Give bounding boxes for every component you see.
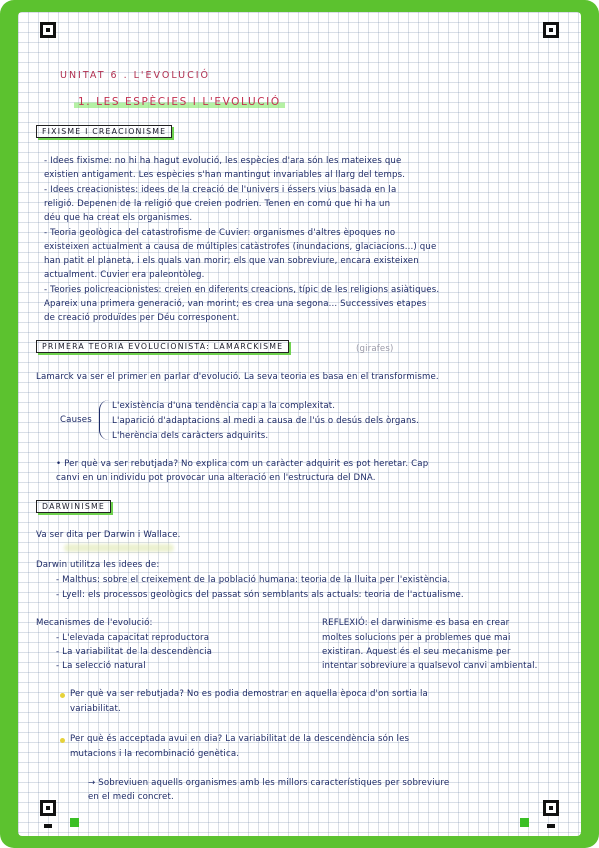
cause-item: L'aparició d'adaptacions al medi a causa de l'ús o desús dels òrgans. — [112, 416, 420, 426]
lamarck-rejected-line: canvi en un individu pot provocar una alteració en l'estructura del DNA. — [56, 473, 376, 483]
corner-marker-top-right — [543, 22, 559, 38]
survival-line: en el medi concret. — [88, 792, 174, 802]
fixisme-line: han patit el planeta, i els quals van morir; els que van sobreviure, encara existeixen — [44, 256, 419, 266]
darwin-rejected-line: Per què va ser rebutjada? No es podia demostrar en aquella època d'on sortia la — [70, 689, 428, 699]
yellow-bullet — [60, 738, 65, 743]
cause-item: L'existència d'una tendència cap a la complexitat. — [112, 401, 336, 411]
unit-title: UNITAT 6 . L'EVOLUCIÓ — [60, 70, 211, 81]
lamarck-header: PRIMERA TEORIA EVOLUCIONISTA: LAMARCKISME — [36, 340, 289, 353]
darwin-accepted-line: Per què és acceptada avui en dia? La variabilitat de la descendència són les — [70, 734, 410, 744]
fixisme-line: - Teories policreacionistes: creien en diferents creacions, típic de les religions asiàtiques. — [44, 285, 440, 295]
darwin-uses: Darwin utilitza les idees de: — [36, 560, 160, 570]
fixisme-line: existien antigament. Les espècies s'han mantingut invariables al llarg del temps. — [44, 170, 406, 180]
reflection-line: REFLEXIÓ: el darwinisme es basa en crear — [322, 618, 510, 628]
bottom-right-tick — [547, 824, 555, 828]
cause-item: L'herència dels caràcters adquirits. — [112, 431, 269, 441]
green-square-right — [520, 818, 529, 827]
fixisme-line: - Teoria geològica del catastrofisme de Cuvier: organismes d'altres èpoques no — [44, 228, 396, 238]
mechanism-item: - L'elevada capacitat reproductora — [56, 633, 210, 643]
darwin-accepted-line: mutacions i la recombinació genètica. — [70, 749, 240, 759]
green-square-left — [70, 818, 79, 827]
survival-line: → Sobreviuen aquells organismes amb les millors característiques per sobreviure — [88, 778, 450, 788]
lamarck-rejected-line: • Per què va ser rebutjada? No explica com un caràcter adquirit es pot heretar. Cap — [56, 459, 429, 469]
fixisme-line: Apareix una primera generació, van morint; es crea una segona... Successives etapes — [44, 299, 427, 309]
corner-marker-bottom-right — [543, 800, 559, 816]
fixisme-line: - Idees fixisme: no hi ha hagut evolució, les espècies d'ara són les mateixes que — [44, 156, 402, 166]
blurred-highlight — [64, 544, 174, 552]
lamarck-note: (girafes) — [356, 344, 394, 354]
mechanism-item: - La variabilitat de la descendència — [56, 647, 213, 657]
section-heading: 1. LES ESPÈCIES I L'EVOLUCIÓ — [74, 96, 285, 108]
fixisme-line: déu que ha creat els organismes. — [44, 213, 193, 223]
mechanisms-label: Mecanismes de l'evolució: — [36, 618, 153, 628]
causes-label: Causes — [60, 415, 92, 425]
corner-marker-top-left — [40, 22, 56, 38]
lamarck-intro: Lamarck va ser el primer en parlar d'evolució. La seva teoria es basa en el transformisme. — [36, 372, 439, 382]
darwin-rejected-line: variabilitat. — [70, 704, 121, 714]
fixisme-line: - Idees creacionistes: idees de la creació de l'univers i éssers vius basada en la — [44, 185, 397, 195]
yellow-bullet — [60, 693, 65, 698]
reflection-line: existiran. Aquest és el seu mecanisme per — [322, 647, 511, 657]
fixisme-line: de creació produïdes per Déu corresponent. — [44, 313, 240, 323]
corner-marker-bottom-left — [40, 800, 56, 816]
darwin-uses-item: - Malthus: sobre el creixement de la població humana: teoria de la lluita per l'existència. — [56, 575, 451, 585]
reflection-line: intentar sobreviure a qualsevol canvi ambiental. — [322, 661, 538, 671]
fixisme-line: religió. Depenen de la religió que creien podrien. Tenen en comú que hi ha un — [44, 199, 391, 209]
darwin-intro: Va ser dita per Darwin i Wallace. — [36, 530, 181, 540]
fixisme-line: existeixen actualment a causa de múltiples catàstrofes (inundacions, glaciacions...) que — [44, 242, 437, 252]
darwin-header: DARWINISME — [36, 500, 111, 513]
fixisme-line: actualment. Cuvier era paleontòleg. — [44, 270, 205, 280]
mechanism-item: - La selecció natural — [56, 661, 146, 671]
causes-brace — [99, 400, 110, 440]
bottom-left-tick — [44, 824, 52, 828]
darwin-uses-item: - Lyell: els processos geològics del passat són semblants als actuals: teoria de l'actualisme. — [56, 590, 464, 600]
fixisme-header: FIXISME I CREACIONISME — [36, 125, 172, 138]
reflection-line: moltes solucions per a problemes que mai — [322, 633, 511, 643]
